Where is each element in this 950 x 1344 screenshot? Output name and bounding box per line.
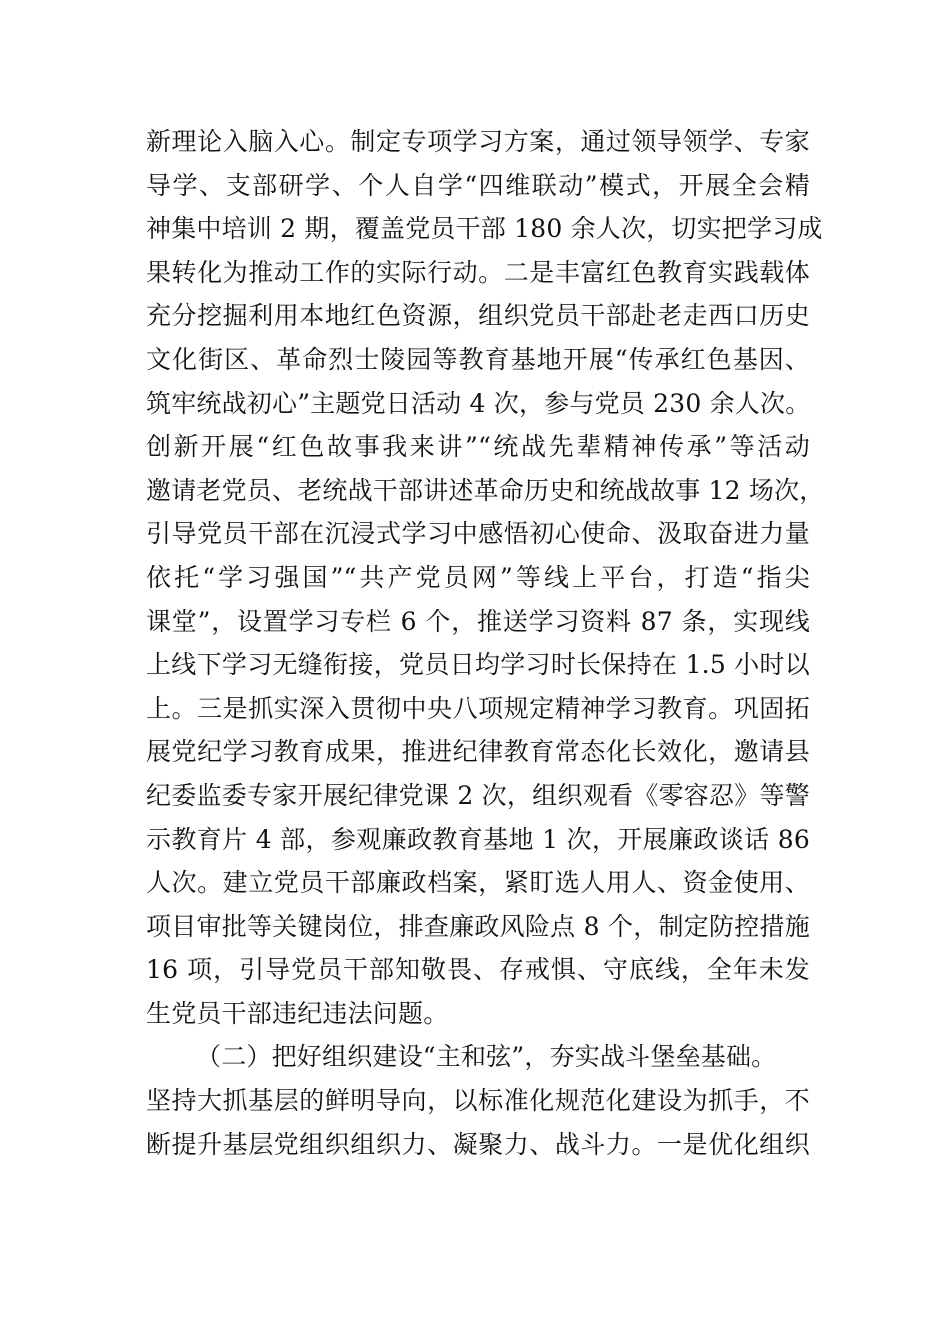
section-heading: （二）把好组织建设“主和弦”，夯实战斗堡垒基础。: [196, 1042, 777, 1072]
text-line: 纪委监委专家开展纪律党课 2 次，组织观看《零容忍》等警: [146, 780, 810, 810]
text-line: 断提升基层党组织组织力、凝聚力、战斗力。一是优化组织: [146, 1129, 810, 1159]
text-line: 引导党员干部在沉浸式学习中感悟初心使命、汲取奋进力量: [146, 519, 810, 549]
text-line: 上线下学习无缝衔接，党员日均学习时长保持在 1.5 小时以: [146, 650, 810, 680]
text-line: 邀请老党员、老统战干部讲述革命历史和统战故事 12 场次，: [146, 475, 825, 505]
text-line: 文化街区、革命烈士陵园等教育基地开展“传承红色基因、: [146, 344, 810, 374]
text-line: 充分挖掘利用本地红色资源，组织党员干部赴老走西口历史: [146, 301, 810, 331]
text-line: 生党员干部违纪违法问题。: [146, 998, 449, 1028]
text-line: 导学、支部研学、个人自学“四维联动”模式，开展全会精: [146, 170, 810, 200]
text-line: 神集中培训 2 期，覆盖党员干部 180 余人次，切实把学习成: [146, 214, 823, 244]
text-line: 新理论入脑入心。制定专项学习方案，通过领导领学、专家: [146, 127, 810, 156]
text-line: 16 项，引导党员干部知敬畏、存戒惧、守底线，全年未发: [146, 955, 810, 985]
text-line: 人次。建立党员干部廉政档案，紧盯选人用人、资金使用、: [146, 868, 810, 898]
text-line: 果转化为推动工作的实际行动。二是丰富红色教育实践载体: [146, 257, 810, 287]
text-line: 筑牢统战初心”主题党日活动 4 次，参与党员 230 余人次。: [146, 388, 811, 418]
text-line: 上。三是抓实深入贯彻中央八项规定精神学习教育。巩固拓: [146, 693, 810, 723]
text-line: 坚持大抓基层的鲜明导向，以标准化规范化建设为抓手，不: [146, 1086, 810, 1116]
text-line: 展党纪学习教育成果，推进纪律教育常态化长效化，邀请县: [146, 737, 810, 767]
text-line: 示教育片 4 部，参观廉政教育基地 1 次，开展廉政谈话 86: [146, 824, 810, 854]
text-line: 依托“学习强国”“共产党员网”等线上平台，打造“指尖: [146, 562, 810, 592]
text-line: 创新开展“红色故事我来讲”“统战先辈精神传承”等活动: [146, 432, 810, 462]
text-line: 项目审批等关键岗位，排查廉政风险点 8 个，制定防控措施: [146, 911, 810, 941]
text-line: 课堂”，设置学习专栏 6 个，推送学习资料 87 条，实现线: [146, 606, 810, 636]
body-text: [146, 120, 825, 1166]
